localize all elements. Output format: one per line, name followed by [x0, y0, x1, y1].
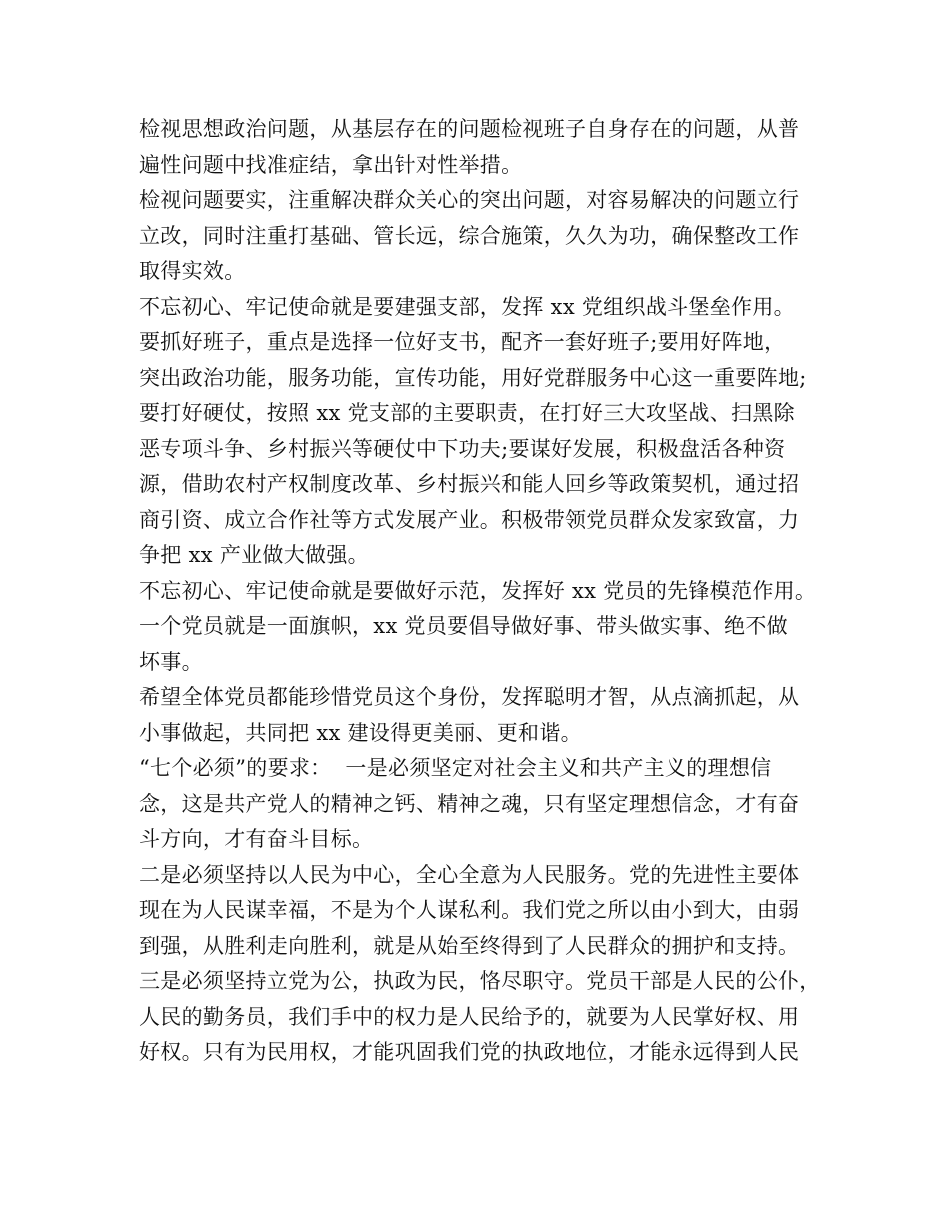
text-line: 源，借助农村产权制度改革、乡村振兴和能人回乡等政策契机，通过招: [139, 472, 800, 496]
text-line: 恶专项斗争、乡村振兴等硬仗中下功夫;要谋好发展，积极盘活各种资: [139, 436, 786, 461]
text-line: 二是必须坚持以人民为中心，全心全意为人民服务。党的先进性主要体: [139, 862, 800, 887]
text-line: 不忘初心、牢记使命就是要建强支部，发挥 xx 党组织战斗堡垒作用。: [139, 294, 795, 319]
text-line: 念，这是共产党人的精神之钙、精神之魂，只有坚定理想信念，才有奋: [139, 791, 800, 816]
text-line: 取得实效。: [139, 259, 246, 283]
text-line: 好权。只有为民用权，才能巩固我们党的执政地位，才能永远得到人民: [139, 1040, 800, 1064]
text-line: 要抓好班子，重点是选择一位好支书，配齐一套好班子;要用好阵地，: [139, 330, 786, 354]
text-line: 立改，同时注重打基础、管长远，综合施策，久久为功，确保整改工作: [139, 223, 800, 248]
text-line: “七个必须”的要求： 一是必须坚定对社会主义和共产主义的理想信: [139, 756, 772, 780]
text-line: 到强，从胜利走向胜利，就是从始至终得到了人民群众的拥护和支持。: [139, 933, 800, 958]
text-line: 希望全体党员都能珍惜党员这个身份，发挥聪明才智，从点滴抓起，从: [139, 685, 800, 709]
document-body: [139, 112, 839, 1071]
text-line: 一个党员就是一面旗帜，xx 党员要倡导做好事、带头做实事、绝不做: [139, 614, 788, 638]
text-line: 争把 xx 产业做大做强。: [139, 543, 369, 567]
text-line: 斗方向，才有奋斗目标。: [139, 827, 374, 851]
text-line: 人民的勤务员，我们手中的权力是人民给予的，就要为人民掌好权、用: [139, 1004, 800, 1029]
text-line: 不忘初心、牢记使命就是要做好示范，发挥好 xx 党员的先锋模范作用。: [139, 578, 817, 603]
text-line: 商引资、成立合作社等方式发展产业。积极带领党员群众发家致富，力: [139, 507, 800, 532]
text-line: 坏事。: [139, 649, 203, 674]
text-line: 检视问题要实，注重解决群众关心的突出问题，对容易解决的问题立行: [139, 188, 800, 212]
text-line: 要打好硬仗，按照 xx 党支部的主要职责，在打好三大攻坚战、扫黑除: [139, 401, 795, 425]
text-line: 检视思想政治问题，从基层存在的问题检视班子自身存在的问题，从普: [139, 117, 800, 141]
text-line: 遍性问题中找准症结，拿出针对性举措。: [139, 152, 523, 177]
text-line: 小事做起，共同把 xx 建设得更美丽、更和谐。: [139, 720, 582, 745]
text-line: 三是必须坚持立党为公，执政为民，恪尽职守。党员干部是人民的公仆，: [139, 969, 821, 993]
text-line: 现在为人民谋幸福，不是为个人谋私利。我们党之所以由小到大，由弱: [139, 898, 800, 922]
text-line: 突出政治功能，服务功能，宣传功能，用好党群服务中心这一重要阵地;: [139, 365, 807, 390]
